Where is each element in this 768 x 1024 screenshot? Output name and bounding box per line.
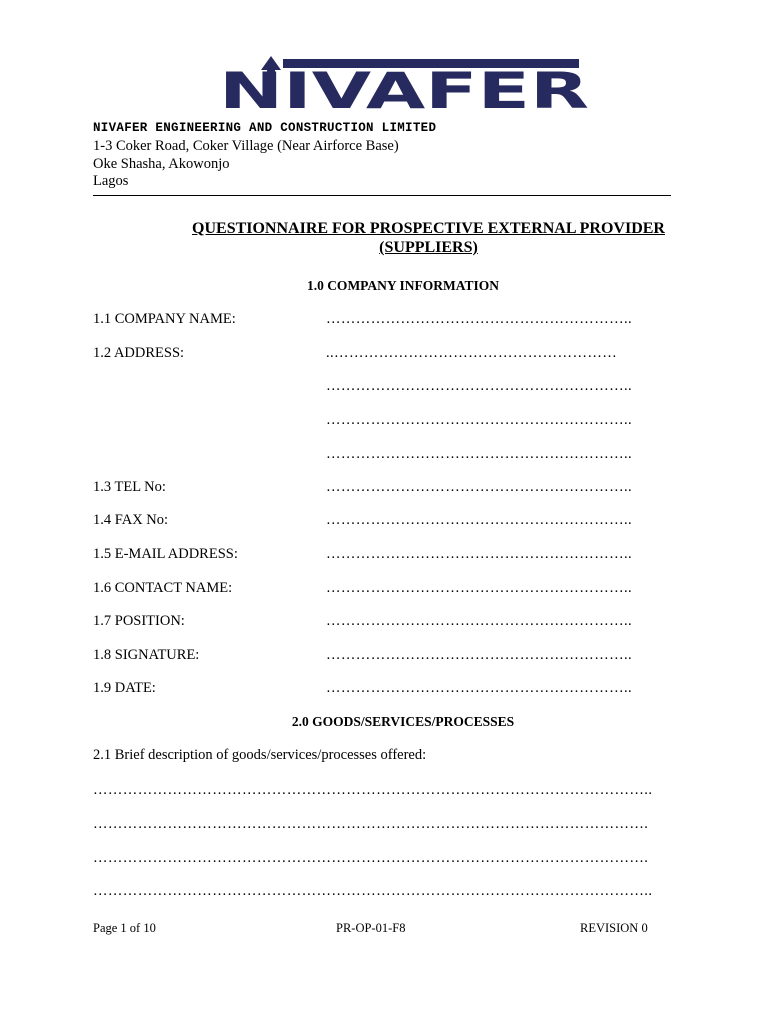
address-line-3: Lagos: [93, 173, 129, 189]
field-fill-line[interactable]: ……………………………………………………..: [326, 446, 633, 462]
field-fill-line[interactable]: ……………………………………………………..: [326, 613, 633, 629]
description-label: 2.1 Brief description of goods/services/processes offered:: [93, 747, 427, 763]
document-title-line-2: (SUPPLIERS): [379, 239, 478, 256]
field-label: 1.7 POSITION:: [93, 613, 185, 629]
form-field-row: [93, 378, 653, 398]
field-label: 1.2 ADDRESS:: [93, 345, 185, 361]
field-fill-line[interactable]: ……………………………………………………..: [326, 412, 633, 428]
field-fill-line[interactable]: ……………………………………………………..: [326, 512, 633, 528]
field-label: 1.9 DATE:: [93, 680, 156, 696]
revision-label: REVISION 0: [580, 921, 648, 935]
section-2-heading: 2.0 GOODS/SERVICES/PROCESSES: [291, 714, 515, 729]
form-field-row: [93, 412, 653, 432]
document-title-line-1: QUESTIONNAIRE FOR PROSPECTIVE EXTERNAL PROVIDER: [192, 220, 665, 237]
field-label: 1.1 COMPANY NAME:: [93, 311, 236, 327]
field-fill-line[interactable]: ……………………………………………………..: [326, 580, 633, 596]
nivafer-logo-icon: [219, 50, 589, 112]
field-fill-line[interactable]: ..…………………………………………………: [326, 345, 618, 361]
description-line-1[interactable]: …………………………………………………………………………………………………..: [93, 782, 653, 798]
logo-text: NIVAFER: [219, 62, 589, 112]
address-line-1: 1-3 Coker Road, Coker Village (Near Airforce Base): [93, 138, 399, 154]
description-line-2[interactable]: ………………………………………………………………………………………………….: [93, 816, 649, 832]
field-fill-line[interactable]: ……………………………………………………..: [326, 311, 633, 327]
description-line-4[interactable]: …………………………………………………………………………………………………..: [93, 883, 653, 899]
section-1-heading: 1.0 COMPANY INFORMATION: [306, 278, 500, 293]
header-divider: [93, 195, 671, 196]
field-fill-line[interactable]: ……………………………………………………..: [326, 479, 633, 495]
form-field-row: [93, 647, 653, 667]
description-line-3[interactable]: ………………………………………………………………………………………………….: [93, 850, 649, 866]
company-name-header: NIVAFER ENGINEERING AND CONSTRUCTION LIMITED: [93, 121, 437, 135]
address-line-2: Oke Shasha, Akowonjo: [93, 156, 230, 172]
document-code: PR-OP-01-F8: [336, 921, 406, 935]
field-fill-line[interactable]: ……………………………………………………..: [326, 378, 633, 394]
field-fill-line[interactable]: ……………………………………………………..: [326, 680, 633, 696]
form-field-row: [93, 512, 653, 532]
field-label: 1.6 CONTACT NAME:: [93, 580, 233, 596]
form-field-row: [93, 479, 653, 499]
field-label: 1.4 FAX No:: [93, 512, 169, 528]
form-field-row: [93, 446, 653, 466]
form-field-row: [93, 345, 653, 365]
company-logo: [219, 50, 589, 112]
field-label: 1.3 TEL No:: [93, 479, 166, 495]
form-field-row: [93, 680, 653, 700]
form-field-row: [93, 580, 653, 600]
field-label: 1.5 E-MAIL ADDRESS:: [93, 546, 238, 562]
field-fill-line[interactable]: ……………………………………………………..: [326, 647, 633, 663]
form-field-row: [93, 613, 653, 633]
field-fill-line[interactable]: ……………………………………………………..: [326, 546, 633, 562]
form-field-row: [93, 311, 653, 331]
form-field-row: [93, 546, 653, 566]
page-number: Page 1 of 10: [93, 921, 156, 935]
field-label: 1.8 SIGNATURE:: [93, 647, 200, 663]
